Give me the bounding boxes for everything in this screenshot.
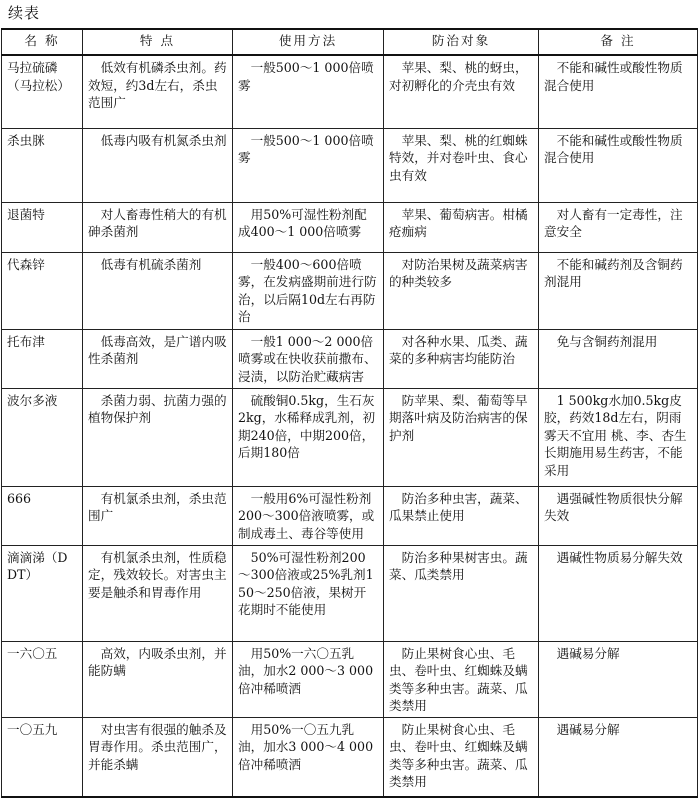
table-row [2,545,698,641]
cell-name: 666 [2,486,83,545]
table-row [2,252,698,329]
cell-usage: 用50%一六〇五乳油，加水2 000～3 000倍冲稀喷洒 [233,641,384,717]
table-row [2,202,698,252]
cell-target: 对防治果树及蔬菜病害的种类较多 [384,252,539,329]
table-row [2,717,698,797]
pesticide-table [1,28,698,798]
cell-target: 防治多种果树害虫。蔬菜、瓜类禁用 [384,545,539,641]
table-header-row [2,29,698,55]
cell-feature: 低毒内吸有机氮杀虫剂 [83,128,233,202]
cell-note: 对人畜有一定毒性，注意安全 [539,202,698,252]
cell-name: 滴滴涕（DDT） [2,545,83,641]
header-feature: 特 点 [83,29,233,55]
table-caption: 续表 [8,4,41,22]
cell-usage: 一般400～600倍喷雾，在发病盛期前进行防治，以后隔10d左右再防治 [233,252,384,329]
cell-note: 免与含铜药剂混用 [539,329,698,388]
cell-target: 对各种水果、瓜类、蔬菜的多种病害均能防治 [384,329,539,388]
cell-target: 防止果树食心虫、毛虫、卷叶虫、红蜘蛛及螨类等多种虫害。蔬菜、瓜类禁用 [384,641,539,717]
cell-feature: 低毒高效，是广谱内吸性杀菌剂 [83,329,233,388]
cell-note: 不能和碱性或酸性物质混合使用 [539,55,698,128]
cell-feature: 有机氯杀虫剂，杀虫范围广 [83,486,233,545]
header-usage: 使用方法 [233,29,384,55]
cell-feature: 低毒有机硫杀菌剂 [83,252,233,329]
cell-name: 马拉硫磷（马拉松） [2,55,83,128]
cell-target: 苹果、梨、桃的蚜虫，对初孵化的介壳虫有效 [384,55,539,128]
cell-note: 遇强碱性物质很快分解失效 [539,486,698,545]
cell-name: 一〇五九 [2,717,83,797]
cell-usage: 一般1 000～2 000倍喷雾或在快收获前撒布、浸渍，以防治贮藏病害 [233,329,384,388]
cell-feature: 有机氯杀虫剂，性质稳定，残效较长。对害虫主要是触杀和胃毒作用 [83,545,233,641]
cell-name: 波尔多液 [2,388,83,486]
cell-target: 防苹果、梨、葡萄等早期落叶病及防治病害的保护剂 [384,388,539,486]
table-row [2,641,698,717]
cell-usage: 一般500～1 000倍喷雾 [233,128,384,202]
cell-note: 不能和碱药剂及含铜药剂混用 [539,252,698,329]
cell-name: 托布津 [2,329,83,388]
cell-feature: 杀菌力弱、抗菌力强的植物保护剂 [83,388,233,486]
cell-note: 1 500kg水加0.5kg皮胶，药效18d左右，阴雨雾天不宜用 桃、李、杏生长期施用易生药害，不能采用 [539,388,698,486]
cell-usage: 一般用6%可湿性粉剂200～300倍液喷雾，或制成毒土、毒谷等使用 [233,486,384,545]
cell-name: 一六〇五 [2,641,83,717]
cell-feature: 对人畜毒性稍大的有机砷杀菌剂 [83,202,233,252]
cell-target: 防治多种虫害，蔬菜、瓜果禁止使用 [384,486,539,545]
cell-feature: 低效有机磷杀虫剂。药效短，约3d左右，杀虫范围广 [83,55,233,128]
table-row [2,128,698,202]
cell-name: 退菌特 [2,202,83,252]
cell-usage: 硫酸铜0.5kg，生石灰2kg，水稀释成乳剂，初期240倍，中期200倍，后期180倍 [233,388,384,486]
cell-feature: 对虫害有很强的触杀及胃毒作用。杀虫范围广，并能杀螨 [83,717,233,797]
cell-note: 遇碱易分解 [539,641,698,717]
cell-usage: 一般500～1 000倍喷雾 [233,55,384,128]
header-name: 名 称 [2,29,83,55]
cell-usage: 用50%可湿性粉剂配成400～1 000倍喷雾 [233,202,384,252]
cell-name: 杀虫脒 [2,128,83,202]
table-row [2,486,698,545]
cell-target: 苹果、梨、桃的红蜘蛛特效，并对卷叶虫、食心虫有效 [384,128,539,202]
cell-target: 防止果树食心虫、毛虫、卷叶虫、红蜘蛛及螨类等多种虫害。蔬菜、瓜类禁用 [384,717,539,797]
cell-name: 代森锌 [2,252,83,329]
cell-feature: 高效，内吸杀虫剂，并能防螨 [83,641,233,717]
cell-note: 遇碱易分解 [539,717,698,797]
cell-target: 苹果、葡萄病害。柑橘疮痂病 [384,202,539,252]
cell-usage: 50%可湿性粉剂200～300倍液或25%乳剂150～250倍液，果树开花期时不能使用 [233,545,384,641]
table-row [2,388,698,486]
cell-note: 遇碱性物质易分解失效 [539,545,698,641]
cell-note: 不能和碱性或酸性物质混合使用 [539,128,698,202]
cell-usage: 用50%一〇五九乳油，加水3 000～4 000倍冲稀喷洒 [233,717,384,797]
table-row [2,55,698,128]
header-target: 防治对象 [384,29,539,55]
table-row [2,329,698,388]
header-note: 备 注 [539,29,698,55]
